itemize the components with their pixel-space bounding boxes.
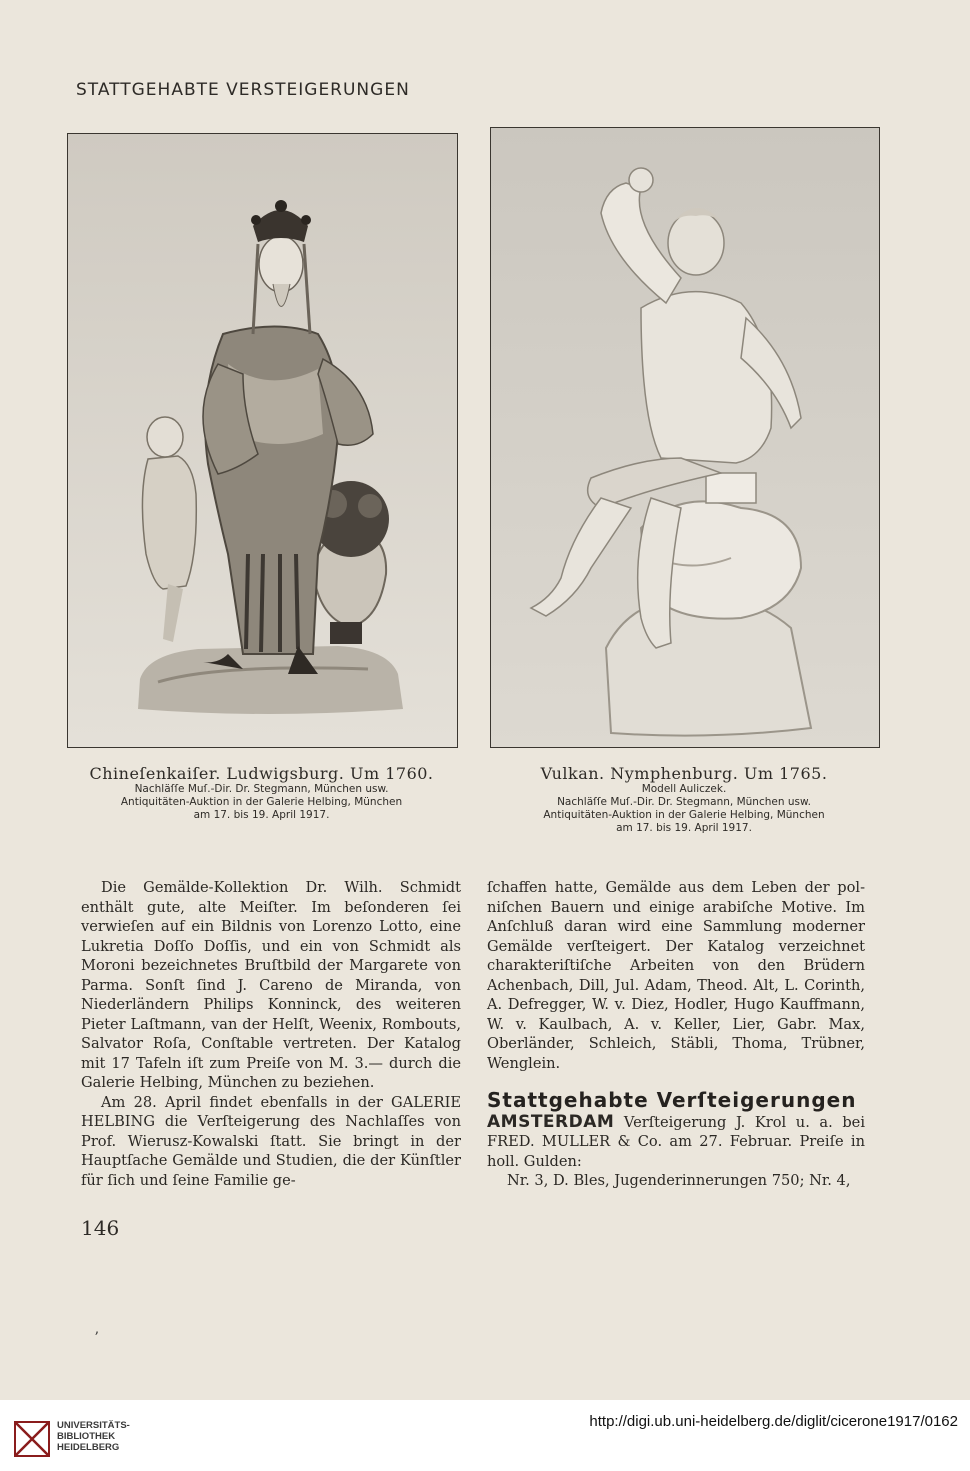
right-text-column bbox=[487, 878, 865, 1191]
library-name bbox=[57, 1420, 130, 1453]
paragraph-wierusz-kowalski: Am 28. April findet ebenfalls in der GALERIE HELBING die Verſteigerung des Nachlaſſes von Prof. Wierusz-Kowalski ſtatt. Sie bringt in der Hauptſache Gemälde und Studien, die der Künſtler für ſich und ſeine Familie ge- bbox=[81, 1093, 461, 1189]
paragraph-schmidt-collection: Die Gemälde-Kollektion Dr. Wilh. Schmidt enthält gute, alte Meiſter. Im beſonderen ſei verwieſen auf ein Bildnis von Lorenzo Lotto, eine Lukretia Doſſo Doſſis, und ein von Schmidt als Moroni bezeichnetes Bruſtbild der Margarete von Parma. Sonſt ſind J. Careno de Miranda, von Niederländern Philips Konninck, des weiteren Pieter Laſtmann, van der Helſt, Weenix, Rombouts, Salvator Roſa, Conſtable vertreten. Der Katalog mit 17 Tafeln iſt zum Preiſe von M. 3.— durch die Galerie Helbing, München zu beziehen. bbox=[81, 879, 461, 1091]
section-heading: Stattgehabte Verſteigerungen bbox=[487, 1088, 857, 1112]
paragraph-continuation: ſchaffen hatte, Gemälde aus dem Leben der polniſchen Bauern und einige arabiſche Motive. Im Anſchluß daran wird eine Sammlung moderner Gemälde verſteigert. Der Katalog verzeichnet charakteriſtiſche Arbeiten von den Brüdern Achenbach, Dill, Jul. Adam, Theod. Alt, L. Corinth, A. Defregger, W. v. Diez, Hodler, Hugo Kauffmann, W. v. Kaulbach, A. v. Keller, Lier, Gabr. Max, Oberländer, Schleich, Stäbli, Thoma, Trübner, Wenglein. bbox=[487, 879, 865, 1072]
caption-line: am 17. bis 19. April 1917. bbox=[616, 822, 752, 834]
library-name-line: UNIVERSITÄTS- bbox=[57, 1420, 130, 1431]
chinese-emperor-figure-image bbox=[68, 134, 457, 747]
caption-chinese-emperor bbox=[67, 764, 456, 822]
source-url-link[interactable]: http://digi.ub.uni-heidelberg.de/diglit/cicerone1917/0162 bbox=[589, 1413, 958, 1430]
caption-line: Antiquitäten-Auktion in der Galerie Helbing, München bbox=[543, 809, 825, 821]
city-name: AMSTERDAM bbox=[487, 1111, 615, 1132]
footer-bar bbox=[0, 1400, 970, 1471]
running-head: STATTGEHABTE VERSTEIGERUNGEN bbox=[76, 80, 410, 100]
caption-line: Nachläſſe Muſ.-Dir. Dr. Stegmann, München usw. bbox=[557, 796, 811, 808]
caption-line: Antiquitäten-Auktion in der Galerie Helbing, München bbox=[120, 796, 403, 808]
vulcan-figure-image bbox=[491, 128, 879, 747]
left-text-column bbox=[81, 878, 461, 1190]
library-logo-icon bbox=[12, 1419, 52, 1459]
library-name-line: HEIDELBERG bbox=[57, 1442, 120, 1453]
plate-vulcan bbox=[490, 127, 880, 748]
caption-line: Nachläſſe Muſ.-Dir. Dr. Stegmann, München usw. bbox=[134, 783, 389, 795]
amsterdam-text: Verſteigerung J. Krol u. a. bei FRED. MULLER & Co. am 27. Februar. Preiſe in holl. Gulden: bbox=[487, 1113, 865, 1170]
caption-title: Vulkan. Nymphenburg. Um 1765. bbox=[540, 764, 828, 783]
margin-mark: ʼ bbox=[94, 1330, 99, 1346]
caption-title: Chineſenkaiſer. Ludwigsburg. Um 1760. bbox=[89, 764, 434, 783]
auction-prices-line: Nr. 3, D. Bles, Jugenderinnerungen 750; Nr. 4, bbox=[507, 1172, 851, 1189]
caption-vulcan bbox=[490, 764, 878, 835]
plate-chinese-emperor bbox=[67, 133, 458, 748]
page-number: 146 bbox=[81, 1216, 120, 1240]
caption-line: am 17. bis 19. April 1917. bbox=[193, 809, 330, 821]
caption-line: Modell Auliczek. bbox=[641, 783, 727, 795]
paragraph-amsterdam bbox=[487, 1113, 865, 1172]
library-name-line: BIBLIOTHEK bbox=[57, 1431, 116, 1442]
